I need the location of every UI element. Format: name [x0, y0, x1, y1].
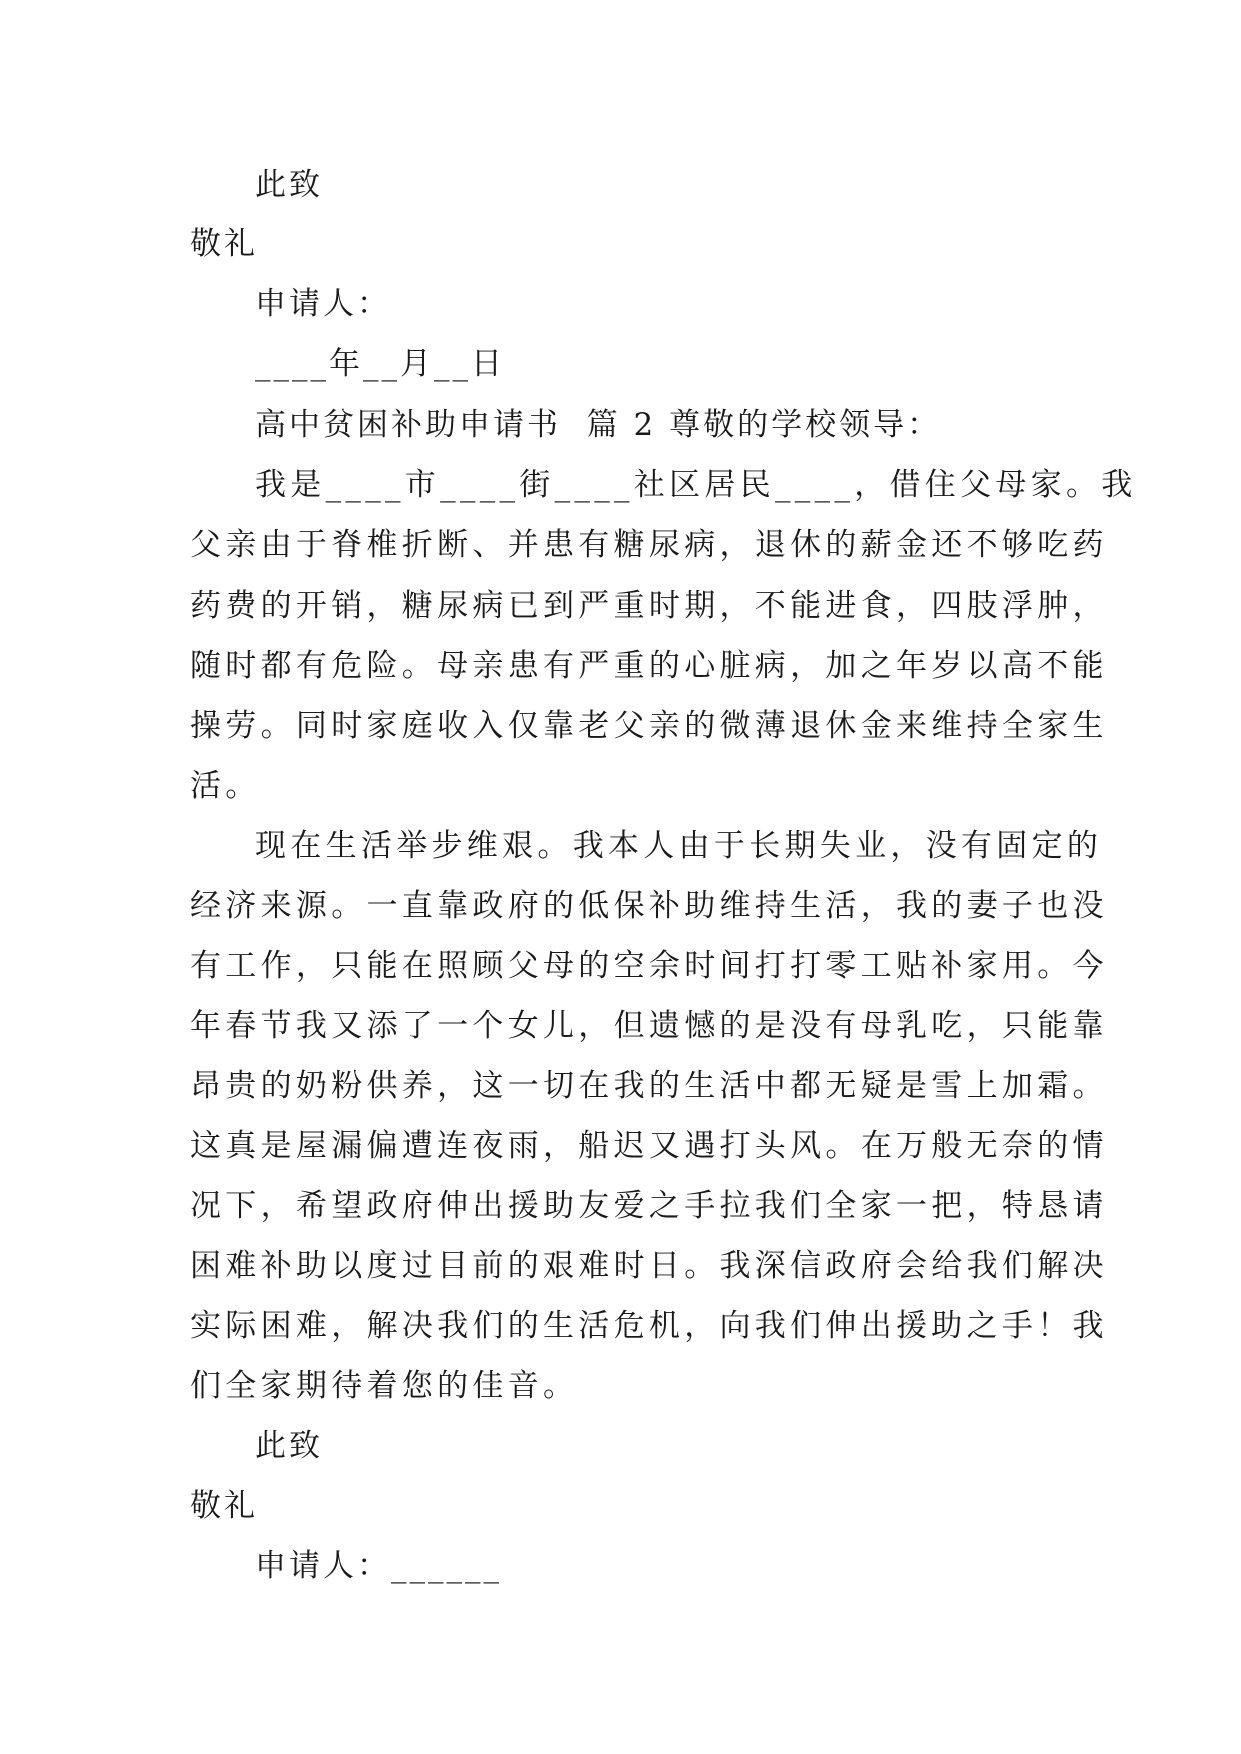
- paragraph-line: 父亲由于脊椎折断、并患有糖尿病，退休的薪金还不够吃药: [190, 527, 1108, 563]
- paragraph-line: 实际困难，解决我们的生活危机，向我们伸出援助之手！我: [190, 1308, 1108, 1344]
- paragraph-line: 困难补助以度过目前的艰难时日。我深信政府会给我们解决: [190, 1248, 1108, 1284]
- closing-cizhi: 此致: [255, 1428, 323, 1464]
- applicant-line: 申请人：: [255, 286, 391, 322]
- paragraph-line: 操劳。同时家庭收入仅靠老父亲的微薄退休金来维持全家生: [190, 708, 1108, 744]
- paragraph-line: 有工作，只能在照顾父母的空余时间打打零工贴补家用。今: [190, 948, 1108, 984]
- date-line: ____年__月__日: [255, 346, 505, 382]
- paragraph-line: 况下，希望政府伸出援助友爱之手拉我们全家一把，特恳请: [190, 1188, 1108, 1224]
- paragraph-line: 经济来源。一直靠政府的低保补助维持生活，我的妻子也没: [190, 888, 1108, 924]
- paragraph-line: 现在生活举步维艰。我本人由于长期失业，没有固定的: [255, 828, 1103, 864]
- closing-jingli: 敬礼: [190, 1488, 258, 1524]
- paragraph-line: 们全家期待着您的佳音。: [190, 1368, 579, 1404]
- paragraph-line: 昂贵的奶粉供养，这一切在我的生活中都无疑是雪上加霜。: [190, 1068, 1108, 1104]
- paragraph-line: 这真是屋漏偏遭连夜雨，船迟又遇打头风。在万般无奈的情: [190, 1128, 1108, 1164]
- section-heading: 高中贫困补助申请书 篇 2 尊敬的学校领导：: [255, 407, 942, 443]
- closing-jingli: 敬礼: [190, 226, 258, 262]
- closing-cizhi: 此致: [255, 167, 323, 203]
- applicant-line: 申请人：______: [255, 1548, 502, 1584]
- paragraph-line: 药费的开销，糖尿病已到严重时期，不能进食，四肢浮肿，: [190, 588, 1108, 624]
- paragraph-line: 活。: [190, 768, 261, 804]
- paragraph-line: 我是____市____街____社区居民____，借住父母家。我: [255, 467, 1137, 503]
- paragraph-line: 随时都有危险。母亲患有严重的心脏病，加之年岁以高不能: [190, 648, 1108, 684]
- paragraph-line: 年春节我又添了一个女儿，但遗憾的是没有母乳吃，只能靠: [190, 1008, 1108, 1044]
